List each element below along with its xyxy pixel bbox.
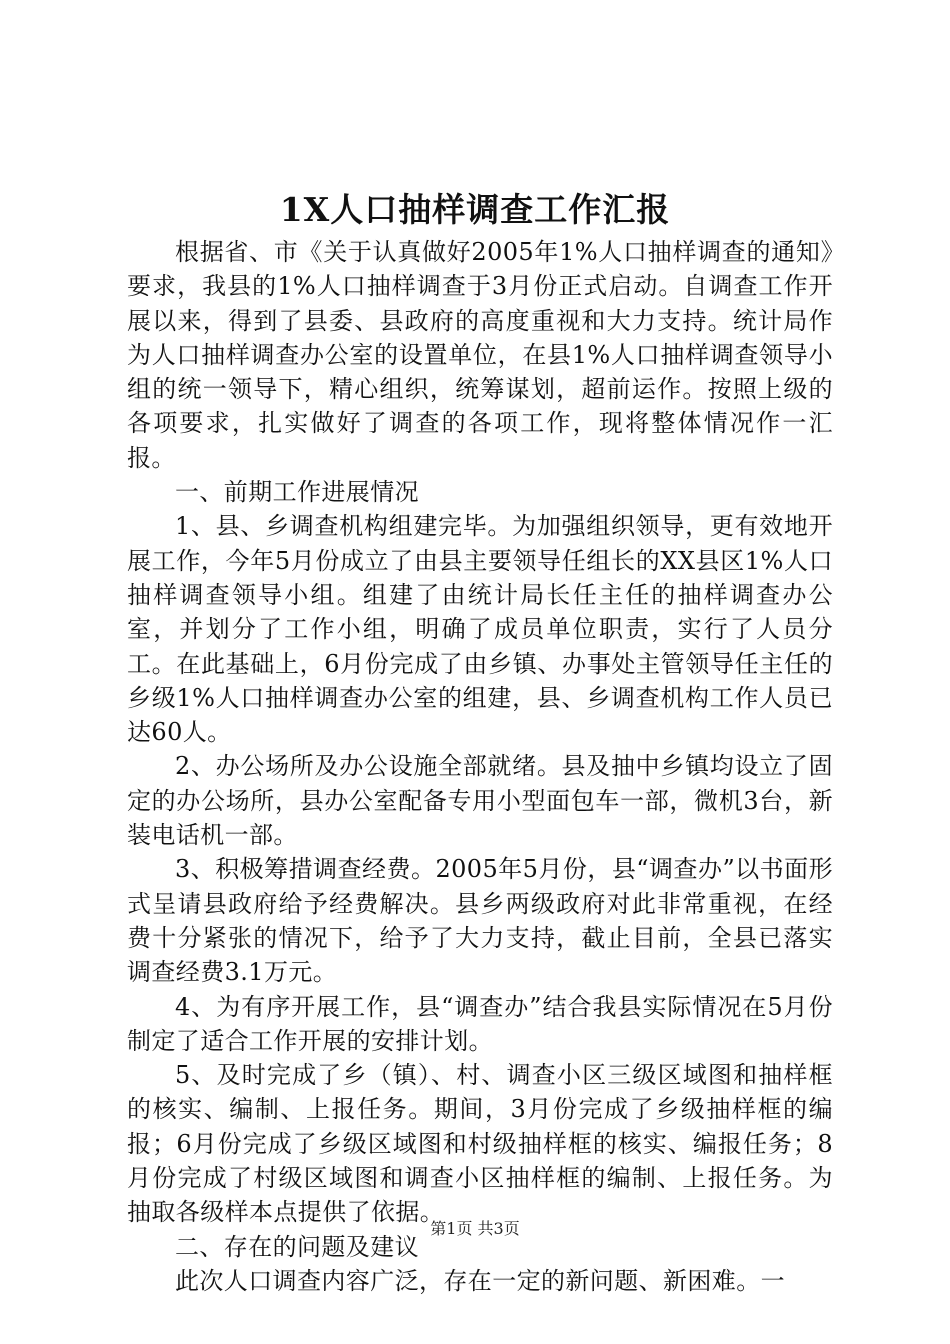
item-paragraph-5: 5、及时完成了乡（镇）、村、调查小区三级区域图和抽样框的核实、编制、上报任务。期间，3月份完成了乡级抽样框的编报；6月份完成了乡级区域图和村级抽样框的核实、编报任务；8月份完成了村级区域图和调查小区抽样框的编制、上报任务。为抽取各级样本点提供了依据。 [127, 1061, 833, 1227]
intro-paragraph: 根据省、市《关于认真做好2005年1%人口抽样调查的通知》要求，我县的1%人口抽样调查于3月份正式启动。自调查工作开展以来，得到了县委、县政府的高度重视和大力支持。统计局作为人口抽样调查办公室的设置单位，在县1%人口抽样调查领导小组的统一领导下，精心组织，统筹谋划，超前运作。按照上级的各项要求，扎实做好了调查的各项工作，现将整体情况作一汇报。 [127, 238, 833, 472]
page-footer: 第1页 共3页 [430, 1219, 520, 1238]
section-heading-1: 一、前期工作进展情况 [175, 478, 419, 507]
item-paragraph-4: 4、为有序开展工作，县“调查办”结合我县实际情况在5月份制定了适合工作开展的安排计划。 [127, 992, 833, 1055]
item-paragraph-2: 2、办公场所及办公设施全部就绪。县及抽中乡镇均设立了固定的办公场所，县办公室配备专用小型面包车一部，微机3台，新装电话机一部。 [127, 752, 833, 850]
item-paragraph-3: 3、积极筹措调查经费。2005年5月份，县“调查办”以书面形式呈请县政府给予经费解决。县乡两级政府对此非常重视，在经费十分紧张的情况下，给予了大力支持，截止目前，全县已落实调查经费3.1万元。 [127, 855, 833, 987]
section-heading-2: 二、存在的问题及建议 [175, 1232, 419, 1261]
closing-paragraph: 此次人口调查内容广泛，存在一定的新问题、新困难。一 [175, 1266, 785, 1295]
item-paragraph-1: 1、县、乡调查机构组建完毕。为加强组织领导，更有效地开展工作，今年5月份成立了由县主要领导任组长的XX县区1%人口抽样调查领导小组。组建了由统计局长任主任的抽样调查办公室，并划分了工作小组，明确了成员单位职责，实行了人员分工。在此基础上，6月份完成了由乡镇、办事处主管领导任主任的乡级1%人口抽样调查办公室的组建，县、乡调查机构工作人员已达60人。 [127, 512, 833, 747]
document-title: 1X人口抽样调查工作汇报 [279, 190, 671, 229]
document-body [127, 235, 833, 1298]
